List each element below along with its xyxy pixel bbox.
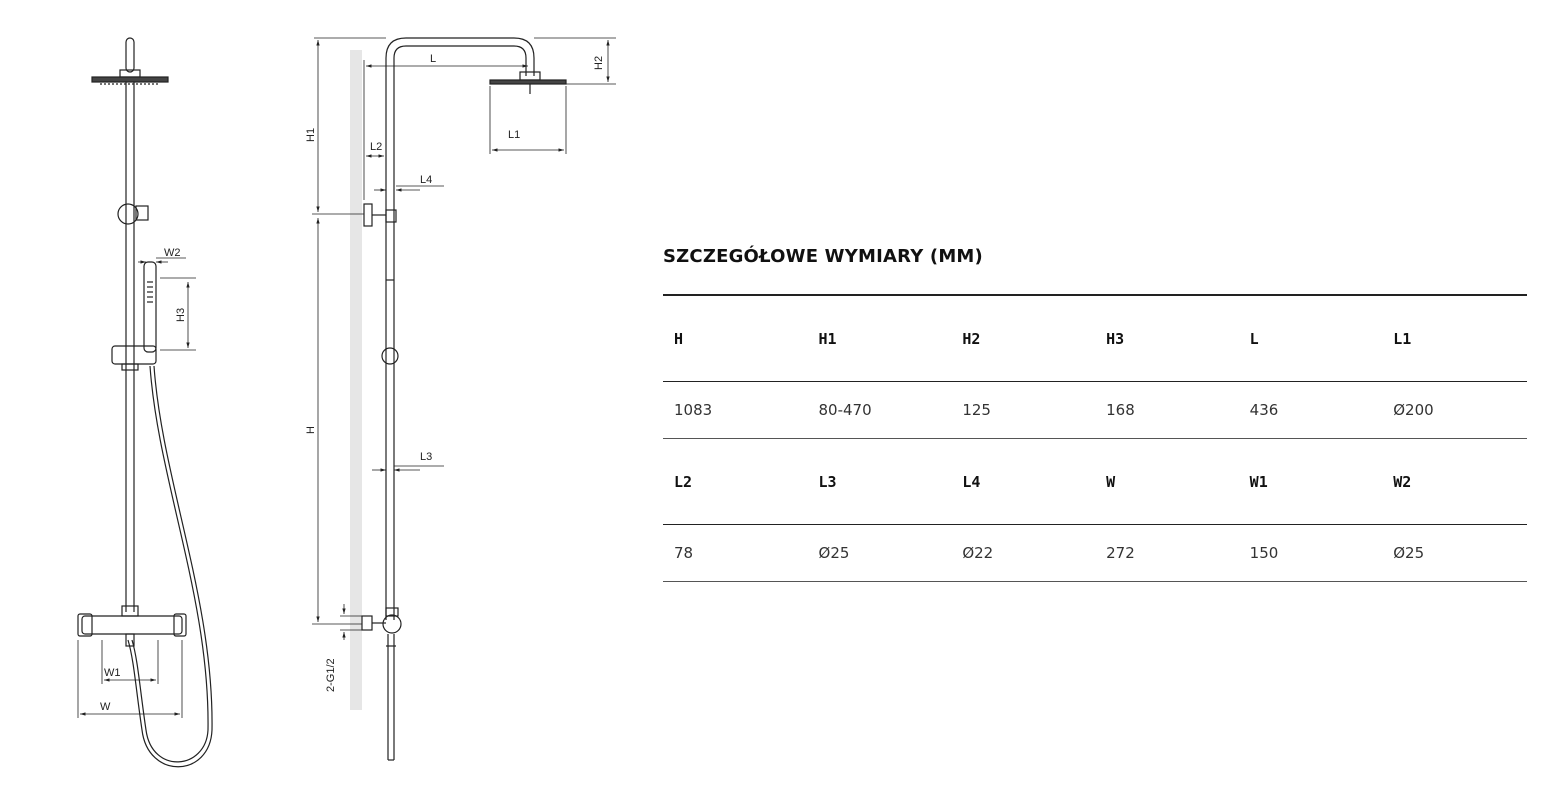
header-cell: L4 (951, 439, 1095, 525)
table-header-row (663, 295, 1527, 382)
value-cell: 168 (1095, 382, 1239, 439)
value-cell: Ø200 (1382, 382, 1527, 439)
header-cell: L2 (663, 439, 808, 525)
value-cell: Ø25 (1382, 525, 1527, 582)
front-view-dimensions (78, 258, 196, 718)
specs-title: SZCZEGÓŁOWE WYMIARY (MM) (663, 246, 983, 267)
header-cell: L1 (1382, 295, 1527, 382)
technical-drawing (0, 0, 640, 800)
dim-label-w1: W1 (104, 667, 121, 679)
value-cell: 80-470 (808, 382, 952, 439)
header-cell: H1 (808, 295, 952, 382)
header-cell: L3 (808, 439, 952, 525)
header-cell: L (1239, 295, 1383, 382)
table-row (663, 525, 1527, 582)
dimensions-panel (663, 246, 1527, 582)
value-cell: 150 (1239, 525, 1383, 582)
value-cell: Ø25 (808, 525, 952, 582)
header-cell: W1 (1239, 439, 1383, 525)
side-view (350, 38, 566, 760)
table-header-row (663, 439, 1527, 525)
dim-label-l3: L3 (420, 451, 433, 463)
dim-label-l4: L4 (420, 174, 433, 186)
dim-label-h2: H2 (593, 55, 605, 70)
value-cell: 125 (951, 382, 1095, 439)
dimensions-table (663, 294, 1527, 582)
dim-label-h1: H1 (305, 127, 317, 142)
table-row (663, 382, 1527, 439)
header-cell: W (1095, 439, 1239, 525)
dim-label-w2: W2 (164, 247, 181, 259)
dim-label-l1: L1 (508, 129, 521, 141)
value-cell: 436 (1239, 382, 1383, 439)
value-cell: 272 (1095, 525, 1239, 582)
dim-label-inlet: 2-G1/2 (325, 658, 337, 692)
value-cell: 1083 (663, 382, 808, 439)
dim-label-l: L (430, 53, 437, 65)
dim-label-w: W (100, 701, 111, 713)
value-cell: Ø22 (951, 525, 1095, 582)
front-view (78, 38, 212, 767)
header-cell: H3 (1095, 295, 1239, 382)
value-cell: 78 (663, 525, 808, 582)
header-cell: H2 (951, 295, 1095, 382)
dim-label-h: H (305, 426, 317, 434)
header-cell: W2 (1382, 439, 1527, 525)
dim-label-l2: L2 (370, 141, 383, 153)
dim-label-h3: H3 (175, 307, 187, 322)
header-cell: H (663, 295, 808, 382)
